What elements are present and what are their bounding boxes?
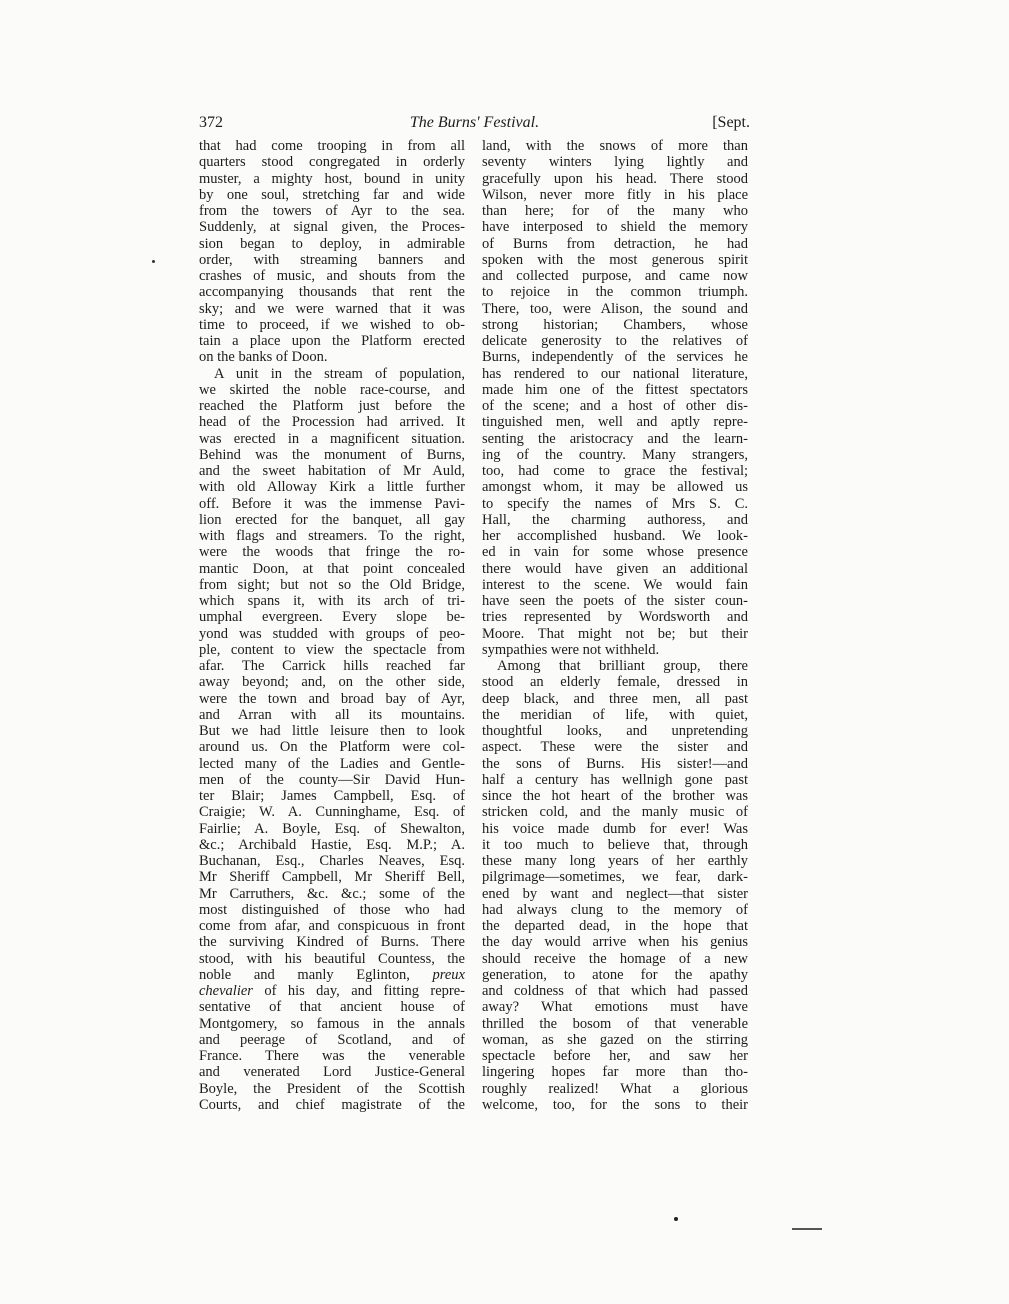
text-line: pilgrimage—sometimes, we fear, dark- (482, 869, 748, 886)
text-line: amongst whom, it may be allowed us (482, 479, 748, 496)
text-line: sentative of that ancient house of (199, 999, 465, 1016)
text-line: A unit in the stream of population, (214, 365, 465, 382)
text-line: stricken cold, and the manly music of (482, 804, 748, 821)
text-line: around us. On the Platform were col- (199, 739, 465, 756)
text-line: generation, to atone for the apathy (482, 966, 748, 983)
text-line: interest to the scene. We would fain (482, 576, 748, 593)
text-line: seventy winters lying lightly and (482, 154, 748, 171)
text-line: ed in vain for some whose presence (482, 544, 748, 561)
text-line: Mr Carruthers, &c. &c.; some of the (199, 885, 465, 902)
text-line: head of the Procession had arrived. It (199, 414, 465, 431)
text-line: by one soul, stretching far and wide (199, 186, 465, 203)
text-line: most distinguished of those who had (199, 901, 465, 918)
text-line: and coldness of that which had passed (482, 983, 748, 999)
text-line: thrilled the bosom of that venerable (482, 1015, 748, 1032)
text-line: sion began to deploy, in admirable (199, 235, 465, 252)
text-line: welcome, too, for the sons to their (482, 1096, 748, 1113)
text-line: to specify the names of Mrs S. C. (482, 495, 748, 512)
text-line: ter Blair; James Campbell, Esq. of (199, 788, 465, 804)
text-line: mantic Doon, at that point concealed (199, 560, 465, 577)
text-line: order, with streaming banners and (199, 251, 465, 268)
text-line: too, had come to grace the festival; (482, 463, 748, 479)
text-line: tries represented by Wordsworth and (482, 609, 748, 626)
text-line: time to proceed, if we wished to ob- (199, 316, 465, 333)
text-line: Hall, the charming authoress, and (482, 511, 748, 528)
text-line: Suddenly, at signal given, the Proces- (199, 219, 465, 236)
text-line: quarters stood congregated in orderly (199, 154, 465, 171)
text-line: it too much to believe that, through (482, 836, 748, 853)
text-line: his voice made dumb for ever! Was (482, 820, 748, 837)
text-line: stood, with his beautiful Countess, the (199, 950, 465, 967)
text-line: from the towers of Ayr to the sea. (199, 203, 465, 219)
text-line: roughly realized! What a glorious (482, 1080, 748, 1097)
text-line: the day would arrive when his genius (482, 934, 748, 951)
text-line: woman, as she gazed on the stirring (482, 1031, 748, 1048)
running-title: The Burns' Festival. (409, 114, 540, 131)
text-line: made him one of the fittest spectators (482, 381, 748, 398)
text-line: &c.; Archibald Hastie, Esq. M.P.; A. (199, 836, 465, 853)
text-line: gracefully upon his head. There stood (482, 170, 748, 187)
text-line: and Arran with all its mountains. (199, 706, 465, 723)
text-line: lected many of the Ladies and Gentle- (199, 755, 465, 772)
text-line: away? What emotions must have (482, 999, 748, 1016)
text-line: Boyle, the President of the Scottish (199, 1080, 465, 1097)
text-line: off. Before it was the immense Pavi- (199, 495, 465, 512)
text-line: umphal evergreen. Every slope be- (199, 609, 465, 626)
text-line: thoughtful looks, and unpretending (482, 723, 748, 739)
text-line: Behind was the monument of Burns, (199, 446, 465, 463)
text-line: Buchanan, Esq., Charles Neaves, Esq. (199, 853, 465, 869)
text-line: that had come trooping in from all (199, 138, 465, 154)
text-line: aspect. These were the sister and (482, 739, 748, 756)
text-line: crashes of music, and shouts from the (199, 268, 465, 284)
text-line: But we had little leisure then to look (199, 723, 465, 739)
text-line: ing of the country. Many strangers, (482, 446, 748, 463)
text-line: her accomplished husband. We look- (482, 528, 748, 544)
text-line: senting the aristocracy and the learn- (482, 430, 748, 447)
text-line: noble and manly Eglinton, preux (199, 966, 465, 983)
text-line: lingering hopes far more than tho- (482, 1064, 748, 1081)
left-text-column (199, 138, 465, 1113)
text-line: the sons of Burns. His sister!—and (482, 755, 748, 772)
text-line: and the sweet habitation of Mr Auld, (199, 463, 465, 479)
text-line: Montgomery, so famous in the annals (199, 1015, 465, 1032)
text-line: Wilson, never more fitly in his place (482, 186, 748, 203)
ink-dash-mark (792, 1228, 822, 1230)
text-line: and peerage of Scotland, and of (199, 1031, 465, 1048)
text-line: there would have given an additional (482, 560, 748, 577)
text-line: strong historian; Chambers, whose (482, 316, 748, 333)
text-line: on the banks of Doon. (199, 349, 328, 366)
text-line: away beyond; and, on the other side, (199, 674, 465, 691)
text-line: Moore. That might not be; but their (482, 625, 748, 642)
text-line: land, with the snows of more than (482, 138, 748, 154)
text-line: to rejoice in the common triumph. (482, 284, 748, 301)
text-line: tain a place upon the Platform erected (199, 333, 465, 349)
text-line: men of the county—Sir David Hun- (199, 771, 465, 788)
text-line: have interposed to shield the memory (482, 219, 748, 236)
text-line: lion erected for the banquet, all gay (199, 511, 465, 528)
text-line: of Burns from detraction, he had (482, 235, 748, 252)
text-line: with old Alloway Kirk a little further (199, 479, 465, 496)
text-line: Craigie; W. A. Cunninghame, Esq. of (199, 804, 465, 821)
text-line: spectacle before her, and saw her (482, 1048, 748, 1064)
text-line: reached the Platform just before the (199, 398, 465, 414)
margin-speck (152, 260, 155, 263)
text-line: Fairlie; A. Boyle, Esq. of Shewalton, (199, 820, 465, 837)
text-line: the meridian of life, with quiet, (482, 706, 748, 723)
text-line: and venerated Lord Justice-General (199, 1064, 465, 1081)
text-line: delicate generosity to the relatives of (482, 333, 748, 349)
text-line: accompanying thousands that rent the (199, 284, 465, 301)
text-line: was erected in a magnificent situation. (199, 430, 465, 447)
text-line: we skirted the noble race-course, and (199, 381, 465, 398)
text-line: the departed dead, in the hope that (482, 918, 748, 934)
text-line: of the scene; and a host of other dis- (482, 398, 748, 414)
right-text-column (482, 138, 748, 1113)
text-line: yond was studded with groups of peo- (199, 625, 465, 642)
text-line: has rendered to our national literature, (482, 365, 748, 382)
text-line: from sight; but not so the Old Bridge, (199, 576, 465, 593)
text-line: were the town and broad bay of Ayr, (199, 690, 465, 707)
text-line: deep black, and three men, all past (482, 690, 748, 707)
text-line: chevalier of his day, and fitting repre- (199, 983, 465, 999)
text-line: and collected purpose, and came now (482, 268, 748, 284)
text-line: muster, a mighty host, bound in unity (199, 170, 465, 187)
text-line: come from afar, and conspicuous in front (199, 918, 465, 934)
text-line: sky; and we were warned that it was (199, 300, 465, 317)
text-line: Mr Sheriff Campbell, Mr Sheriff Bell, (199, 869, 465, 886)
text-line: ened by want and neglect—that sister (482, 885, 748, 902)
text-line: France. There was the venerable (199, 1048, 465, 1064)
text-line: than here; for of the many who (482, 203, 748, 219)
text-line: have seen the poets of the sister coun- (482, 593, 748, 609)
text-line: were the woods that fringe the ro- (199, 544, 465, 561)
text-line: since the hot heart of the brother was (482, 788, 748, 804)
text-line: There, too, were Alison, the sound and (482, 300, 748, 317)
text-line: Courts, and chief magistrate of the (199, 1096, 465, 1113)
text-line: the surviving Kindred of Burns. There (199, 934, 465, 951)
text-line: spoken with the most generous spirit (482, 251, 748, 268)
text-line: should receive the homage of a new (482, 950, 748, 967)
text-line: with flags and streamers. To the right, (199, 528, 465, 544)
text-line: afar. The Carrick hills reached far (199, 658, 465, 674)
text-line: half a century has wellnigh gone past (482, 771, 748, 788)
ink-dot-mark (674, 1217, 678, 1221)
text-line: ple, content to view the spectacle from (199, 641, 465, 658)
text-line: stood an elderly female, dressed in (482, 674, 748, 691)
text-line: Among that brilliant group, there (497, 658, 748, 674)
page-number: 372 (199, 114, 223, 131)
text-line: sympathies were not withheld. (482, 641, 660, 658)
text-line: Burns, independently of the services he (482, 349, 748, 366)
text-line: these many long years of her earthly (482, 853, 748, 869)
text-line: tinguished men, well and aptly repre- (482, 414, 748, 431)
running-header (199, 114, 750, 136)
text-line: which spans it, with its arch of tri- (199, 593, 465, 609)
text-line: had always clung to the memory of (482, 901, 748, 918)
running-month: [Sept. (712, 114, 750, 131)
